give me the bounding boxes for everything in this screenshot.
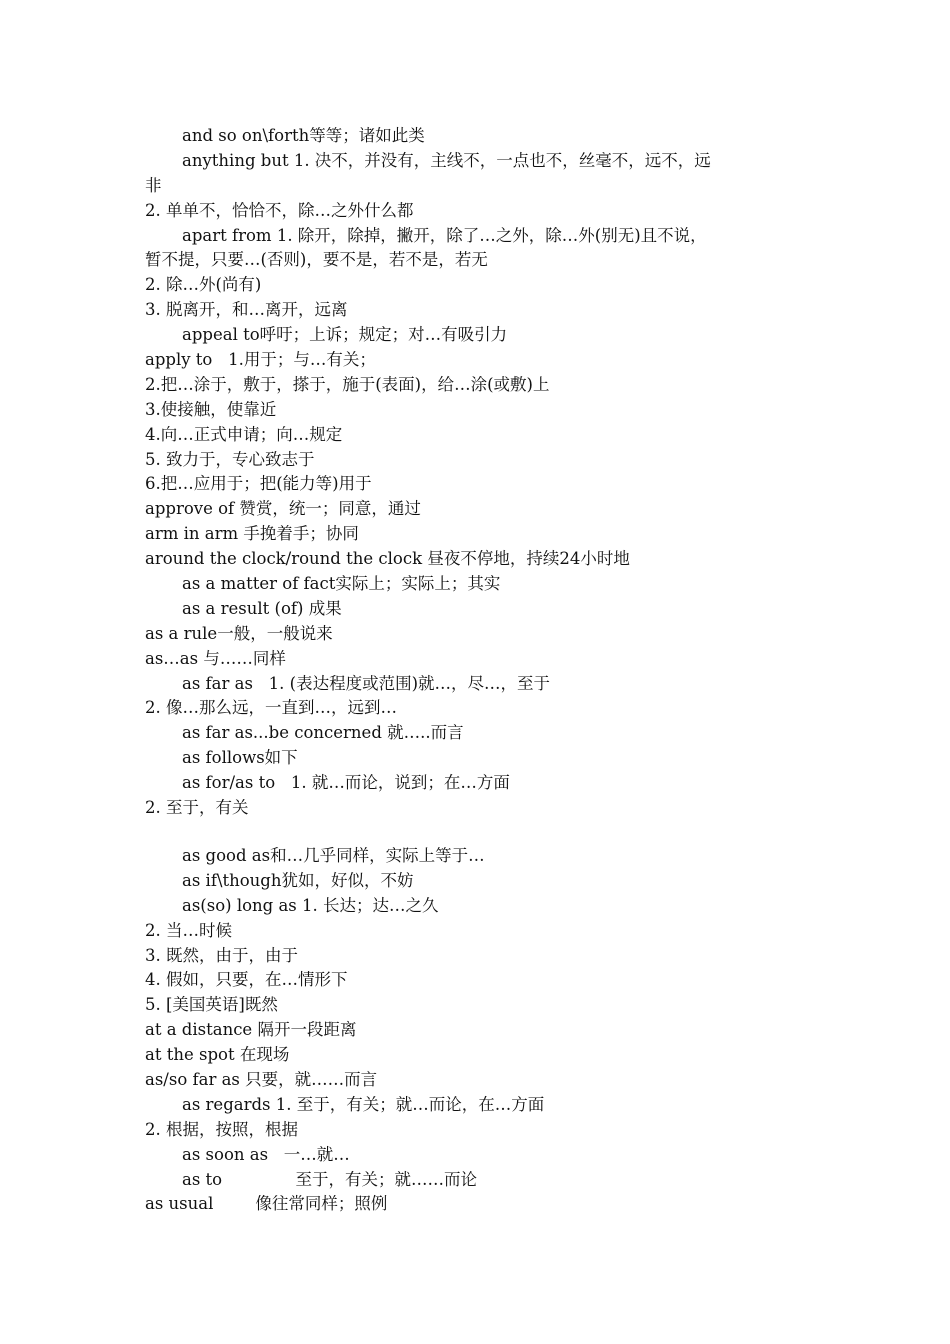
text-line: as good as和…几乎同样，实际上等于… xyxy=(182,845,485,865)
text-line: 2. 当…时候 xyxy=(145,920,232,940)
text-line: 5. 致力于，专心致志于 xyxy=(145,449,315,469)
text-line: as a result (of) 成果 xyxy=(182,598,342,618)
text-line: as a rule一般，一般说来 xyxy=(145,623,333,643)
text-line: 2. 像…那么远，一直到…，远到… xyxy=(145,698,397,718)
text-line: as to 至于，有关；就……而论 xyxy=(182,1169,478,1189)
text-line: 6.把…应用于；把(能力等)用于 xyxy=(145,474,372,494)
text-line: 3.使接触，使靠近 xyxy=(145,399,277,419)
text-line: around the clock/round the clock 昼夜不停地，持续24小时地 xyxy=(145,549,630,569)
text-line: 2. 至于，有关 xyxy=(145,798,249,818)
text-line: as follows如下 xyxy=(182,748,298,768)
text-line: 3. 既然，由于，由于 xyxy=(145,945,298,965)
text-line: anything but 1. 决不，并没有，主线不，一点也不，丝毫不，远不，远 xyxy=(182,150,711,170)
text-line: as far as 1. (表达程度或范围)就…，尽…，至于 xyxy=(182,673,551,693)
text-line: 3. 脱离开，和…离开，远离 xyxy=(145,300,348,320)
text-line: 暂不提，只要…(否则)，要不是，若不是，若无 xyxy=(145,250,488,270)
text-line: apply to 1.用于；与…有关； xyxy=(145,350,376,370)
text-line: as for/as to 1. 就…而论，说到；在…方面 xyxy=(182,773,510,793)
text-line: as soon as 一…就… xyxy=(182,1144,350,1164)
document-body xyxy=(145,124,805,1217)
text-line: as usual 像往常同样；照例 xyxy=(145,1194,388,1214)
text-line: appeal to呼吁；上诉；规定；对…有吸引力 xyxy=(182,325,508,345)
text-line: apart from 1. 除开，除掉，撇开，除了…之外，除…外(别无)且不说， xyxy=(182,225,707,245)
text-line: as/so far as 只要，就……而言 xyxy=(145,1069,378,1089)
text-line: 2.把…涂于，敷于，搽于，施于(表面)，给…涂(或敷)上 xyxy=(145,374,550,394)
text-line: as regards 1. 至于，有关；就…而论，在…方面 xyxy=(182,1094,545,1114)
text-line: 2. 根据，按照，根据 xyxy=(145,1119,298,1139)
text-line: 2. 除…外(尚有) xyxy=(145,275,262,295)
text-line: as if\though犹如，好似，不妨 xyxy=(182,870,414,890)
text-line: as a matter of fact实际上；实际上；其实 xyxy=(182,574,501,594)
text-line: and so on\forth等等；诸如此类 xyxy=(182,126,425,145)
text-line: 5. [美国英语]既然 xyxy=(145,995,278,1015)
text-line: at a distance 隔开一段距离 xyxy=(145,1020,357,1040)
paragraph-gap xyxy=(145,821,805,844)
text-line: as…as 与……同样 xyxy=(145,648,286,668)
text-line: approve of 赞赏，统一；同意，通过 xyxy=(145,499,421,519)
text-line: 4.向…正式申请；向…规定 xyxy=(145,424,343,444)
text-line: at the spot 在现场 xyxy=(145,1045,290,1065)
text-line: 4. 假如，只要，在…情形下 xyxy=(145,970,348,990)
text-line: 非 xyxy=(145,175,162,195)
text-line: arm in arm 手挽着手；协同 xyxy=(145,524,359,544)
text-line: 2. 单单不，恰恰不，除…之外什么都 xyxy=(145,200,414,220)
text-line: as(so) long as 1. 长达；达…之久 xyxy=(182,895,439,915)
text-line: as far as...be concerned 就…..而言 xyxy=(182,723,464,743)
